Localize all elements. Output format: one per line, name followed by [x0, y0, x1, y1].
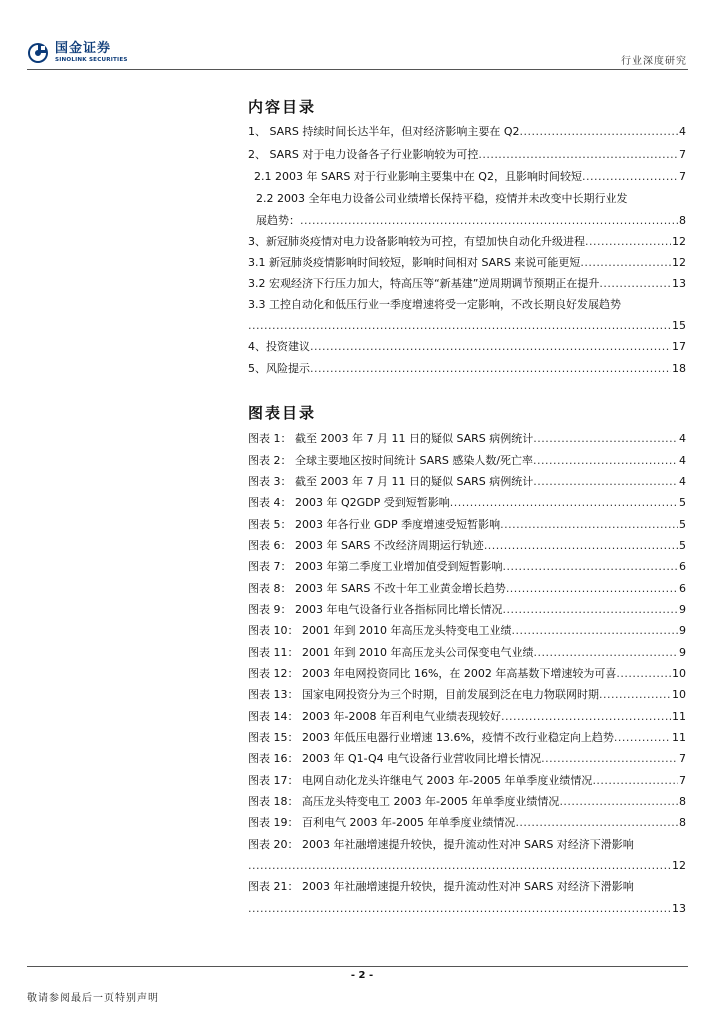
toc-entry[interactable] [248, 319, 686, 332]
figure-entry[interactable] [248, 646, 686, 659]
figure-entry-text: 图表 6： 2003 年 SARS 不改经济周期运行轨迹 [248, 539, 484, 552]
figure-entry[interactable] [248, 774, 686, 787]
dot-leader [502, 603, 678, 616]
figure-entry-page: 4 [679, 432, 686, 445]
dot-leader [310, 362, 671, 375]
dot-leader [300, 214, 678, 227]
dot-leader [248, 859, 671, 872]
figure-entry-page: 11 [672, 710, 686, 723]
figure-entry-page: 10 [672, 667, 686, 680]
figure-entry-page: 12 [672, 859, 686, 872]
figure-entry[interactable] [248, 539, 686, 552]
figure-entry-page: 7 [679, 752, 686, 765]
figure-entry-text: 图表 10： 2001 年到 2010 年高压龙头特变电工业绩 [248, 624, 512, 637]
figure-entry-text: 图表 5： 2003 年各行业 GDP 季度增速受短暂影响 [248, 518, 501, 531]
figure-entry[interactable] [248, 603, 686, 616]
dot-leader [533, 475, 678, 488]
company-logo [27, 40, 167, 66]
figure-entry-text-line1: 图表 20： 2003 年社融增速提升较快，提升流动性对冲 SARS 对经济下滑影响 [248, 838, 634, 851]
figure-entry[interactable] [248, 795, 686, 808]
figure-entry-page: 9 [679, 603, 686, 616]
toc-title: 内容目录 [248, 98, 317, 116]
toc-entry-page: 13 [672, 277, 686, 290]
figure-entry[interactable] [248, 624, 686, 637]
dot-leader [585, 235, 671, 248]
figure-entry-page: 7 [679, 774, 686, 787]
figure-entry[interactable] [248, 518, 686, 531]
figure-entry[interactable] [248, 859, 686, 872]
figure-entry[interactable] [248, 432, 686, 445]
header-divider [27, 69, 688, 70]
figure-entry[interactable] [248, 582, 686, 595]
figure-entry-page: 4 [679, 475, 686, 488]
dot-leader [616, 667, 671, 680]
toc-entry-line1 [248, 298, 686, 311]
toc-entry[interactable] [254, 170, 686, 183]
figure-entry-text: 图表 19： 百利电气 2003 年-2005 年单季度业绩情况 [248, 816, 516, 829]
figure-entry-page: 5 [679, 518, 686, 531]
toc-entry-page: 12 [672, 235, 686, 248]
toc-entry-text: 4、投资建议 [248, 340, 310, 353]
toc-entry-text: 3.1 新冠肺炎疫情影响时间较短，影响时间相对 SARS 来说可能更短 [248, 256, 581, 269]
figure-entry-page: 9 [679, 646, 686, 659]
figure-entry-page: 4 [679, 454, 686, 467]
figure-entry-text: 图表 17： 电网自动化龙头许继电气 2003 年-2005 年单季度业绩情况 [248, 774, 593, 787]
footer-divider [27, 966, 688, 967]
figure-entry-text: 图表 9： 2003 年电气设备行业各指标同比增长情况 [248, 603, 503, 616]
toc-entry-text: 3.2 宏观经济下行压力加大，特高压等“新基建”逆周期调节预期正在提升 [248, 277, 600, 290]
figure-entry[interactable] [248, 475, 686, 488]
figure-entry[interactable] [248, 688, 686, 701]
figure-entry-page: 8 [679, 795, 686, 808]
figure-entry-text: 图表 15： 2003 年低压电器行业增速 13.6%，疫情不改行业稳定向上趋势 [248, 731, 614, 744]
footer-disclaimer: 敬请参阅最后一页特别声明 [27, 993, 159, 1004]
logo-english-name: SINOLINK SECURITIES [55, 57, 128, 63]
figure-entry-text: 图表 2： 全球主要地区按时间统计 SARS 感染人数/死亡率 [248, 454, 534, 467]
figure-entry-text: 图表 11： 2001 年到 2010 年高压龙头公司保变电气业绩 [248, 646, 534, 659]
toc-entry-text: 2.1 2003 年 SARS 对于行业影响主要集中在 Q2，且影响时间较短 [254, 170, 582, 183]
dot-leader [533, 646, 678, 659]
logo-chinese-name: 国金证券 [55, 41, 112, 56]
figure-entry-text: 图表 13： 国家电网投资分为三个时期，目前发展到泛在电力物联网时期 [248, 688, 599, 701]
toc-entry[interactable] [256, 214, 686, 227]
dot-leader [248, 319, 671, 332]
figure-entry[interactable] [248, 752, 686, 765]
figure-entry-line1 [248, 880, 686, 893]
toc-entry-text-line1: 3.3 工控自动化和低压行业一季度增速将受一定影响，不改长期良好发展趋势 [248, 298, 621, 311]
dot-leader [559, 795, 678, 808]
toc-entry[interactable] [248, 148, 686, 161]
figure-entry-text: 图表 12： 2003 年电网投资同比 16%，在 2002 年高基数下增速较为可喜 [248, 667, 617, 680]
toc-entry-text: 2、 SARS 对于电力设备各子行业影响较为可控 [248, 148, 479, 161]
figure-entry[interactable] [248, 496, 686, 509]
figure-entry-text-line1: 图表 21： 2003 年社融增速提升较快，提升流动性对冲 SARS 对经济下滑影响 [248, 880, 634, 893]
figure-entry-text: 图表 16： 2003 年 Q1-Q4 电气设备行业营收同比增长情况 [248, 752, 542, 765]
figure-entry-text: 图表 4： 2003 年 Q2GDP 受到短暂影响 [248, 496, 450, 509]
dot-leader [599, 688, 671, 701]
dot-leader [500, 518, 678, 531]
toc-entry-page: 4 [679, 125, 686, 138]
toc-entry[interactable] [248, 256, 686, 269]
figure-entry-text: 图表 14： 2003 年-2008 年百利电气业绩表现较好 [248, 710, 501, 723]
toc-entry-text: 1、 SARS 持续时间长达半年，但对经济影响主要在 Q2 [248, 125, 520, 138]
dot-leader [582, 170, 678, 183]
figure-entry-page: 9 [679, 624, 686, 637]
dot-leader [478, 148, 678, 161]
toc-entry-page: 7 [679, 170, 686, 183]
toc-entry-text: 3、新冠肺炎疫情对电力设备影响较为可控，有望加快自动化升级进程 [248, 235, 585, 248]
toc-entry-text-line1: 2.2 2003 全年电力设备公司业绩增长保持平稳，疫情并未改变中长期行业发 [256, 192, 628, 205]
report-type-label: 行业深度研究 [621, 56, 687, 67]
figure-entry-page: 13 [672, 902, 686, 915]
toc-entry-text: 5、风险提示 [248, 362, 310, 375]
figure-entry-page: 6 [679, 560, 686, 573]
figure-entry-page: 6 [679, 582, 686, 595]
toc-entry[interactable] [248, 125, 686, 138]
dot-leader [511, 624, 678, 637]
dot-leader [533, 454, 678, 467]
toc-entry-line1 [256, 192, 686, 205]
toc-entry[interactable] [248, 277, 686, 290]
toc-entry-page: 17 [672, 340, 686, 353]
dot-leader [502, 560, 678, 573]
figure-entry[interactable] [248, 816, 686, 829]
dot-leader [519, 125, 678, 138]
sinolink-logo-icon [27, 42, 49, 64]
figure-entry[interactable] [248, 560, 686, 573]
figure-entry[interactable] [248, 731, 686, 744]
figure-entry-page: 5 [679, 496, 686, 509]
dot-leader [541, 752, 678, 765]
figure-entry-text: 图表 8： 2003 年 SARS 不改十年工业黄金增长趋势 [248, 582, 506, 595]
dot-leader [614, 731, 671, 744]
toc-entry-page: 18 [672, 362, 686, 375]
toc-entry[interactable] [248, 340, 686, 353]
dot-leader [501, 710, 671, 723]
dot-leader [580, 256, 671, 269]
toc-entry-text: 展趋势： [256, 214, 300, 227]
dot-leader [310, 340, 671, 353]
figure-entry-page: 10 [672, 688, 686, 701]
toc-entry-page: 12 [672, 256, 686, 269]
page-number: - 2 - [350, 970, 374, 981]
toc-entry-page: 8 [679, 214, 686, 227]
figure-entry[interactable] [248, 902, 686, 915]
dot-leader [592, 774, 678, 787]
dot-leader [450, 496, 678, 509]
dot-leader [533, 432, 678, 445]
dot-leader [506, 582, 678, 595]
figure-entry-text: 图表 7： 2003 年第二季度工业增加值受到短暂影响 [248, 560, 503, 573]
figure-entry[interactable] [248, 454, 686, 467]
dot-leader [515, 816, 678, 829]
dot-leader [599, 277, 671, 290]
figure-entry-text: 图表 1： 截至 2003 年 7 月 11 日的疑似 SARS 病例统计 [248, 432, 534, 445]
figure-entry-page: 11 [672, 731, 686, 744]
figure-entry-text: 图表 3： 截至 2003 年 7 月 11 日的疑似 SARS 病例统计 [248, 475, 534, 488]
figure-entry[interactable] [248, 710, 686, 723]
figure-entry-page: 5 [679, 539, 686, 552]
toc-entry-page: 7 [679, 148, 686, 161]
dot-leader [248, 902, 671, 915]
figure-entry[interactable] [248, 667, 686, 680]
dot-leader [484, 539, 678, 552]
toc-entry[interactable] [248, 235, 686, 248]
figures-title: 图表目录 [248, 404, 317, 422]
toc-entry-page: 15 [672, 319, 686, 332]
figure-entry-line1 [248, 838, 686, 851]
figure-entry-text: 图表 18： 高压龙头特变电工 2003 年-2005 年单季度业绩情况 [248, 795, 560, 808]
figure-entry-page: 8 [679, 816, 686, 829]
toc-entry[interactable] [248, 362, 686, 375]
